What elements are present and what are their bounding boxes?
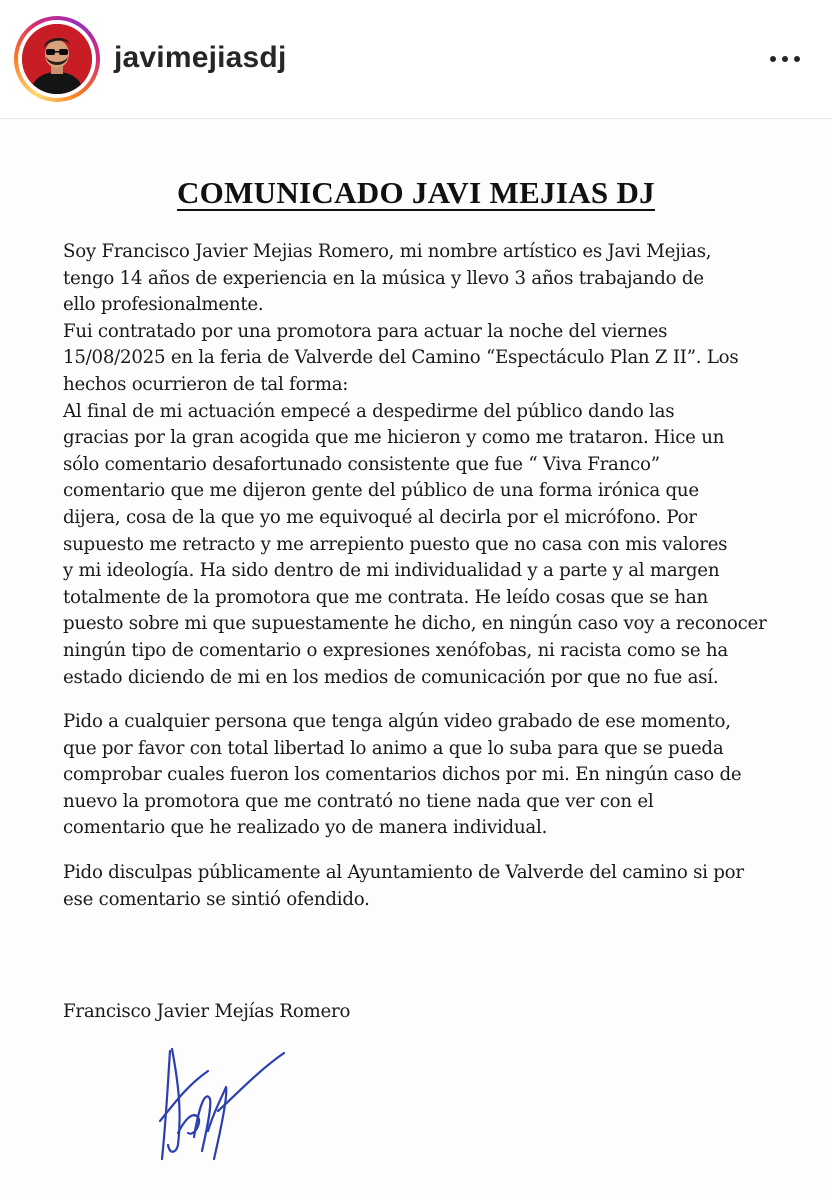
more-horizontal-icon-dot [782,56,788,62]
avatar-image [22,24,92,94]
text-line: comprobar cuales fueron los comentarios dichos por mi. En ningún caso de [63,764,742,786]
text-line: comentario que me dijeron gente del público de una forma irónica que [63,480,699,502]
more-options-button[interactable] [756,40,814,78]
text-line: comentario que he realizado yo de manera individual. [63,817,548,839]
text-line: puesto sobre mi que supuestamente he dicho, en ningún caso voy a reconocer [63,613,767,635]
more-horizontal-icon-dot [794,56,800,62]
text-line: sólo comentario desafortunado consistente que fue “ Viva Franco” [63,453,660,475]
text-line: 15/08/2025 en la feria de Valverde del Camino “Espectáculo Plan Z II”. Los [63,347,739,369]
text-line: Al final de mi actuación empecé a despedirme del público dando las [63,400,675,422]
text-line: ello profesionalmente. [63,294,264,316]
text-line: hechos ocurrieron de tal forma: [63,373,349,395]
text-line: supuesto me retracto y me arrepiento puesto que no casa con mis valores [63,533,728,555]
text-line: Fui contratado por una promotora para actuar la noche del viernes [63,320,668,342]
paragraph-gap [63,842,775,860]
text-line: Soy Francisco Javier Mejias Romero, mi nombre artístico es Javi Mejias, [63,241,712,262]
text-line: Pido a cualquier persona que tenga algún video grabado de ese momento, [63,711,731,733]
text-line: Pido disculpas públicamente al Ayuntamiento de Valverde del camino si por [63,862,744,884]
avatar-gap [18,20,96,98]
text-line: que por favor con total libertad lo animo a que lo suba para que se pueda [63,737,724,759]
paragraph-3 [63,860,775,913]
post-header [0,0,832,119]
paragraph-gap [63,691,775,709]
paragraph-1 [63,239,775,691]
closing-name: Francisco Javier Mejías Romero [63,1001,351,1022]
paragraph-2 [63,709,775,842]
text-line: tengo 14 años de experiencia en la música y llevo 3 años trabajando de [63,267,704,289]
text-line: gracias por la gran acogida que me hicieron y como me trataron. Hice un [63,427,725,449]
document-title: COMUNICADO JAVI MEJIAS DJ [177,175,655,210]
post-image-document[interactable] [0,119,832,1200]
text-line: ningún tipo de comentario o expresiones xenófobas, ni racista como se ha [63,639,728,661]
document-body [63,239,775,913]
username[interactable]: javimejiasdj [114,41,287,74]
text-line: ese comentario se sintió ofendido. [63,888,370,910]
text-line: y mi ideología. Ha sido dentro de mi individualidad y a parte y al margen [63,560,720,582]
text-line: totalmente de la promotora que me contrata. He leído cosas que se han [63,586,708,608]
more-horizontal-icon [770,56,776,62]
avatar[interactable] [22,24,92,94]
handwritten-signature [148,1041,298,1176]
story-ring[interactable] [14,16,100,102]
signature-drawing [148,1041,298,1171]
text-line: nuevo la promotora que me contrató no tiene nada que ver con el [63,790,654,812]
text-line: dijera, cosa de la que yo me equivoqué al decirla por el micrófono. Por [63,506,697,528]
text-line: estado diciendo de mi en los medios de comunicación por que no fue así. [63,666,719,688]
